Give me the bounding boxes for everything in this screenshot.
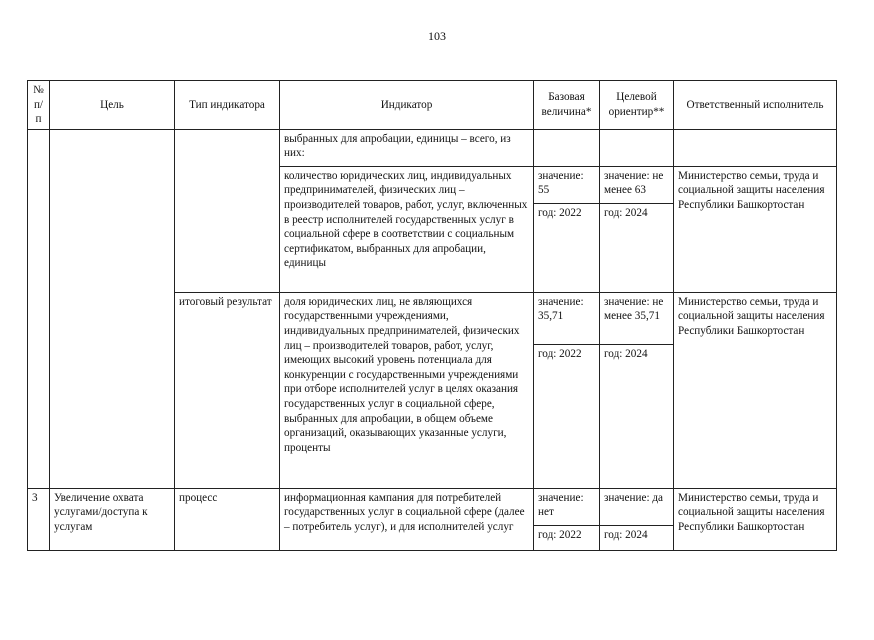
- num-cell: [28, 129, 50, 488]
- target-value: значение: да: [600, 489, 673, 526]
- target-year: год: 2024: [604, 206, 648, 219]
- base-value: значение: 55: [534, 167, 599, 204]
- target-cell: [600, 129, 674, 166]
- header-indicator: Индикатор: [280, 81, 534, 130]
- header-base: Базовая величина*: [534, 81, 600, 130]
- header-goal: Цель: [50, 81, 175, 130]
- responsible-cell: Министерство семьи, труда и социальной защиты населения Республики Башкортостан: [674, 166, 837, 292]
- target-cell: [600, 166, 674, 292]
- page-number: 103: [428, 29, 446, 43]
- type-cell: процесс: [175, 488, 280, 550]
- target-value: значение: не менее 63: [600, 167, 673, 204]
- base-year: год: 2022: [538, 206, 582, 219]
- base-cell: [534, 166, 600, 292]
- indicator-cell: доля юридических лиц, не являющихся государственными учреждениями, индивидуальных предпринимателей, физических лиц – производителей товаров, работ, услуг, имеющих высокий уровень потенциала для конкуренции с государственными учреждениями при отборе исполнителей услуг в целях оказания государственных услуг в социальной сфере, выбранных для апробации, в общем объеме организаций, оказывающих указанные услуги, проценты: [280, 292, 534, 488]
- base-cell: [534, 129, 600, 166]
- table-row: [28, 488, 837, 550]
- header-responsible: Ответственный исполнитель: [674, 81, 837, 130]
- base-cell: [534, 488, 600, 550]
- header-num: № п/п: [28, 81, 50, 130]
- num-cell: 3: [28, 488, 50, 550]
- responsible-cell: [674, 129, 837, 166]
- type-cell: [175, 129, 280, 292]
- header-type: Тип индикатора: [175, 81, 280, 130]
- base-value: значение: нет: [534, 489, 599, 526]
- indicator-cell: выбранных для апробации, единицы – всего, из них:: [280, 129, 534, 166]
- target-cell: [600, 488, 674, 550]
- target-cell: [600, 292, 674, 488]
- goal-cell: [50, 129, 175, 488]
- goal-cell: Увеличение охвата услугами/доступа к услугам: [50, 488, 175, 550]
- base-year: год: 2022: [538, 528, 582, 541]
- responsible-cell: Министерство семьи, труда и социальной защиты населения Республики Башкортостан: [674, 488, 837, 550]
- indicator-cell: информационная кампания для потребителей государственных услуг в социальной сфере (далее – потребитель услуг), и для исполнителей услуг: [280, 488, 534, 550]
- type-cell: итоговый результат: [175, 292, 280, 488]
- base-value: значение: 35,71: [534, 293, 599, 345]
- base-year: год: 2022: [538, 347, 582, 360]
- indicators-table: [27, 80, 837, 551]
- header-target: Целевой ориентир**: [600, 81, 674, 130]
- base-cell: [534, 292, 600, 488]
- target-year: год: 2024: [604, 347, 648, 360]
- target-value: значение: не менее 35,71: [600, 293, 673, 345]
- responsible-cell: Министерство семьи, труда и социальной защиты населения Республики Башкортостан: [674, 292, 837, 488]
- indicator-cell: количество юридических лиц, индивидуальных предпринимателей, физических лиц – производителей товаров, работ, услуг, включенных в реестр исполнителей государственных услуг в социальной сфере в соответствии с социальным сертификатом, выбранных для апробации, единицы: [280, 166, 534, 292]
- table-header-row: [28, 81, 837, 130]
- table-row: [28, 129, 837, 166]
- target-year: год: 2024: [604, 528, 648, 541]
